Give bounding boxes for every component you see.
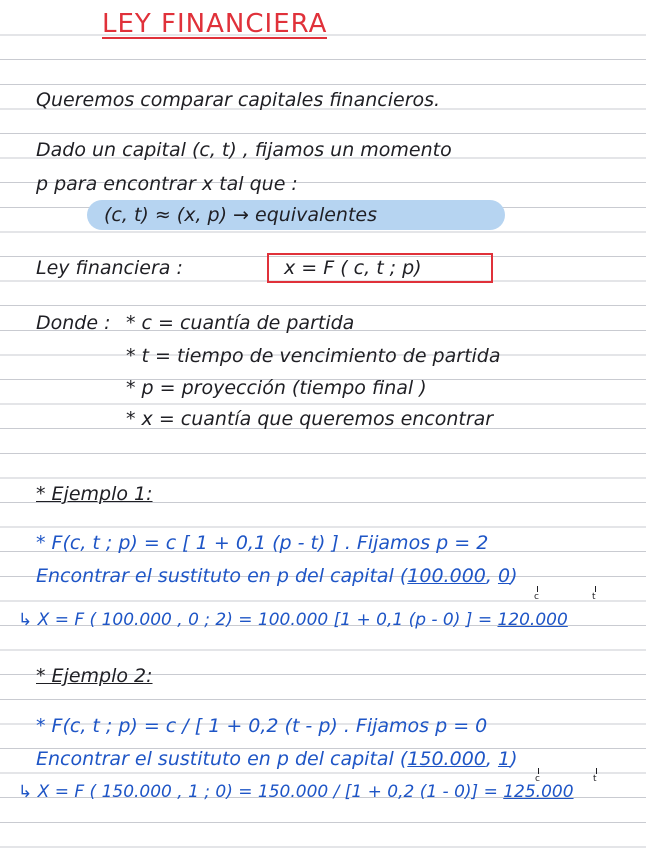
ejemplo-1-capital: 100.000: [407, 565, 486, 587]
ejemplo-2-solution: ↳ X = F ( 150.000 , 1 ; 0) = 150.000 / [1 + 0,2 (1 - 0)] = 125.000: [18, 782, 574, 802]
law-label: Ley financiera :: [36, 257, 183, 279]
ejemplo-1-heading: * Ejemplo 1:: [36, 483, 153, 505]
ejemplo-1-result: 120.000: [497, 610, 568, 630]
law-formula: x = F ( c, t ; p): [284, 257, 422, 279]
ejemplo-2-heading: * Ejemplo 2:: [36, 665, 153, 687]
ejemplo-2-result: 125.000: [503, 782, 574, 802]
donde-label: Donde :: [36, 312, 111, 334]
ejemplo-2-t-label: t: [593, 774, 597, 784]
intro-line: Queremos comparar capitales financieros.: [36, 89, 441, 111]
given-line-2: p para encontrar x tal que :: [36, 173, 298, 195]
page-title: LEY FINANCIERA: [102, 9, 328, 39]
ejemplo-1-c-label: c: [534, 592, 539, 602]
definition-c: * c = cuantía de partida: [126, 312, 355, 334]
ejemplo-1-solution: ↳ X = F ( 100.000 , 0 ; 2) = 100.000 [1 + 0,1 (p - 0) ] = 120.000: [18, 610, 568, 630]
ejemplo-1-formula: * F(c, t ; p) = c [ 1 + 0,1 (p - t) ] . Fijamos p = 2: [36, 532, 489, 554]
ejemplo-2-c-label: c: [535, 774, 540, 784]
ejemplo-2-capital: 150.000: [407, 748, 486, 770]
ejemplo-2-statement: Encontrar el sustituto en p del capital (150.000, 1): [36, 748, 518, 770]
ejemplo-1-t-label: t: [592, 592, 596, 602]
ejemplo-1-statement: Encontrar el sustituto en p del capital (100.000, 0): [36, 565, 518, 587]
definition-x: * x = cuantía que queremos encontrar: [126, 408, 494, 430]
definition-t: * t = tiempo de vencimiento de partida: [126, 345, 501, 367]
equivalence-line: (c, t) ≈ (x, p) → equivalentes: [104, 204, 378, 226]
ejemplo-2-time: 1: [497, 748, 511, 770]
definition-p: * p = proyección (tiempo final ): [126, 377, 427, 399]
ejemplo-2-formula: * F(c, t ; p) = c / [ 1 + 0,2 (t - p) . Fijamos p = 0: [36, 715, 488, 737]
ejemplo-1-time: 0: [497, 565, 511, 587]
given-line-1: Dado un capital (c, t) , fijamos un momento: [36, 139, 452, 161]
